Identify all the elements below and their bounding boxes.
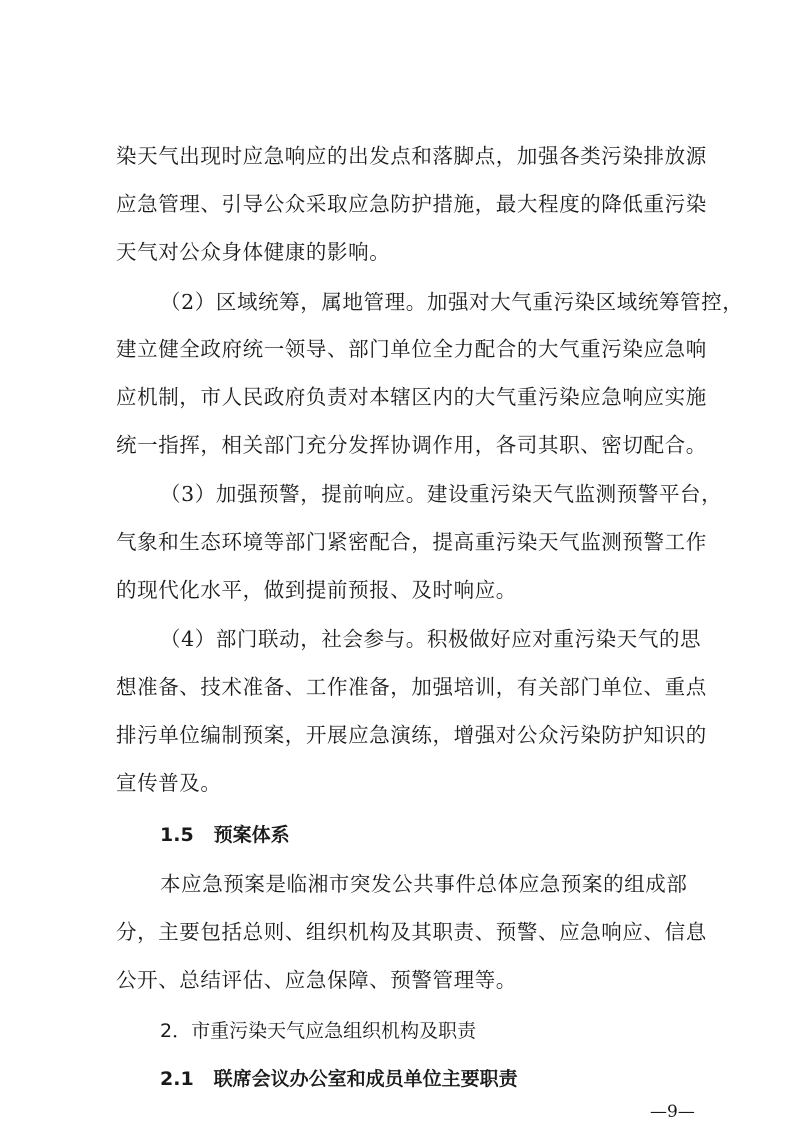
paragraph-line: 本应急预案是临湘市突发公共事件总体应急预案的组成部 — [160, 872, 688, 896]
section-number: 1.5 — [160, 824, 194, 846]
paragraph-line: 气象和生态环境等部门紧密配合，提高重污染天气监测预警工作 — [116, 530, 707, 554]
paragraph-line: 的现代化水平，做到提前预报、及时响应。 — [116, 578, 517, 602]
section-title: 联席会议办公室和成员单位主要职责 — [213, 1068, 518, 1090]
paragraph-line: 应急管理、引导公众采取应急防护措施，最大程度的降低重污染 — [116, 192, 707, 216]
paragraph-line: 宣传普及。 — [116, 771, 222, 795]
paragraph-line: 公开、总结评估、应急保障、预警管理等。 — [116, 968, 517, 992]
section-number: 2.1 — [160, 1068, 194, 1090]
section-heading-2-1 — [160, 1064, 518, 1094]
paragraph-line: 分，主要包括总则、组织机构及其职责、预警、应急响应、信息 — [116, 920, 707, 944]
paragraph-line: 排污单位编制预案，开展应急演练，增强对公众污染防护知识的 — [116, 723, 707, 747]
section-title: 预案体系 — [213, 824, 290, 846]
paragraph-line: 天气对公众身体健康的影响。 — [116, 240, 391, 264]
page-number: —9— — [650, 1102, 695, 1122]
chapter-heading-2: 2．市重污染天气应急组织机构及职责 — [160, 1020, 477, 1042]
section-heading-1-5 — [160, 820, 290, 850]
paragraph-line: （4）部门联动，社会参与。积极做好应对重污染天气的思 — [160, 627, 702, 651]
paragraph-line: 建立健全政府统一领导、部门单位全力配合的大气重污染应急响 — [116, 337, 707, 361]
paragraph-line: 应机制，市人民政府负责对本辖区内的大气重污染应急响应实施 — [116, 385, 707, 409]
paragraph-line: 染天气出现时应急响应的出发点和落脚点，加强各类污染排放源 — [116, 144, 707, 168]
paragraph-line: 统一指挥，相关部门充分发挥协调作用，各司其职、密切配合。 — [116, 433, 707, 457]
paragraph-line: （3）加强预警，提前响应。建设重污染天气监测预警平台， — [160, 482, 723, 506]
paragraph-line: 想准备、技术准备、工作准备，加强培训，有关部门单位、重点 — [116, 675, 707, 699]
paragraph-line: （2）区域统筹，属地管理。加强对大气重污染区域统筹管控， — [160, 290, 744, 314]
